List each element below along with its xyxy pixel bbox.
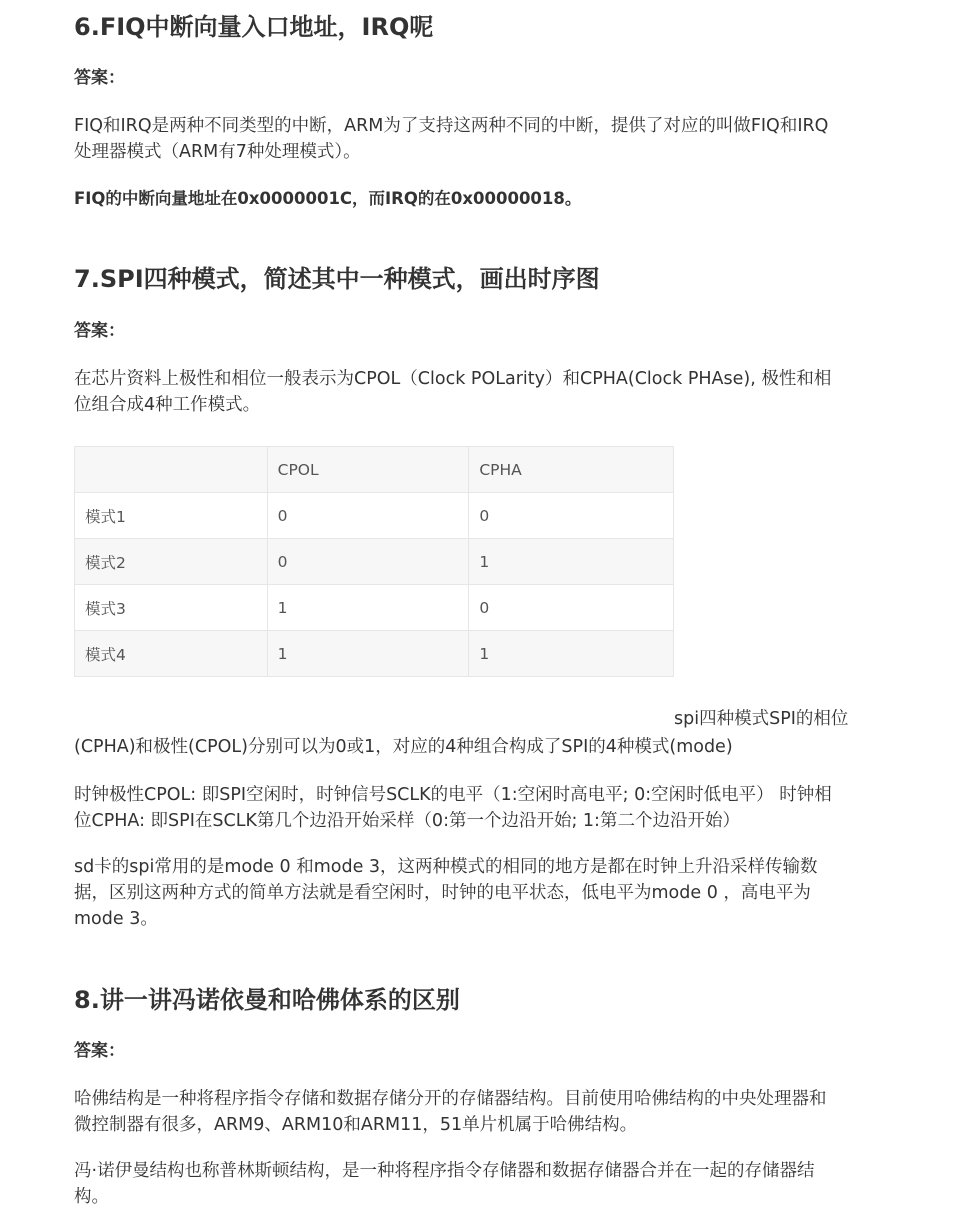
section-7-heading: 7.SPI四种模式，简述其中一种模式，画出时序图 [74,265,600,293]
clock-description-line-1: 时钟极性CPOL: 即SPI空闲时，时钟信号SCLK的电平（1:空闲时高电平; 0:空闲时低电平） 时钟相 [74,785,832,805]
sd-card-description-line-2: 据，区别这两种方式的简单方法就是看空闲时，时钟的电平状态，低电平为mode 0 ，高电平为 [74,883,811,903]
table-cell: 0 [267,539,469,585]
sd-card-description-line-1: sd卡的spi常用的是mode 0 和mode 3，这两种模式的相同的地方是都在时钟上升沿采样传输数 [74,857,818,877]
section-6-heading: 6.FIQ中断向量入口地址，IRQ呢 [74,13,434,41]
table-header-row [75,447,674,493]
clock-description-line-2: 位CPHA: 即SPI在SCLK第几个边沿开始采样（0:第一个边沿开始; 1:第二个边沿开始） [74,811,740,831]
table-row [75,539,674,585]
table-cell: 0 [267,493,469,539]
section-7-answer-label: 答案： [74,321,125,341]
section-7-intro-line-2: 位组合成4种工作模式。 [74,395,261,415]
table-row [75,493,674,539]
table-cell: 模式4 [75,631,268,677]
table-cell: 1 [469,631,674,677]
von-neumann-description-line-1: 冯·诺伊曼结构也称普林斯顿结构，是一种将程序指令存储器和数据存储器合并在一起的存储器结 [74,1161,815,1181]
table-row [75,631,674,677]
table-row [75,585,674,631]
table-cell: 0 [469,585,674,631]
table-cell: 模式2 [75,539,268,585]
table-cell: 模式3 [75,585,268,631]
section-6-vector-address: FIQ的中断向量地址在0x0000001C，而IRQ的在0x00000018。 [74,189,582,208]
sd-card-description-line-3: mode 3。 [74,909,158,929]
section-6-paragraph-1-line-1: FIQ和IRQ是两种不同类型的中断，ARM为了支持这两种不同的中断，提供了对应的叫做FIQ和IRQ [74,116,829,136]
spi-caption-line-1: spi四种模式SPI的相位 [674,709,849,729]
table-header-cell: CPHA [469,447,674,493]
table-cell: 0 [469,493,674,539]
table-cell: 1 [267,585,469,631]
table-cell: 1 [267,631,469,677]
von-neumann-description-line-2: 构。 [74,1187,109,1207]
section-8-answer-label: 答案： [74,1041,125,1061]
section-8-heading: 8.讲一讲冯诺依曼和哈佛体系的区别 [74,986,460,1014]
spi-modes-table [74,446,674,677]
table-cell: 1 [469,539,674,585]
section-6-answer-label: 答案： [74,68,125,88]
section-7-intro-line-1: 在芯片资料上极性和相位一般表示为CPOL（Clock POLarity）和CPHA(Clock PHAse), 极性和相 [74,369,832,389]
table-cell: 模式1 [75,493,268,539]
harvard-description-line-1: 哈佛结构是一种将程序指令存储和数据存储分开的存储器结构。目前使用哈佛结构的中央处理器和 [74,1089,827,1109]
spi-caption-line-2: (CPHA)和极性(CPOL)分别可以为0或1，对应的4种组合构成了SPI的4种模式(mode) [74,737,733,757]
harvard-description-line-2: 微控制器有很多，ARM9、ARM10和ARM11，51单片机属于哈佛结构。 [74,1115,638,1135]
table-header-cell [75,447,268,493]
section-6-paragraph-1-line-2: 处理器模式（ARM有7种处理模式）。 [74,142,361,162]
table-header-cell: CPOL [267,447,469,493]
